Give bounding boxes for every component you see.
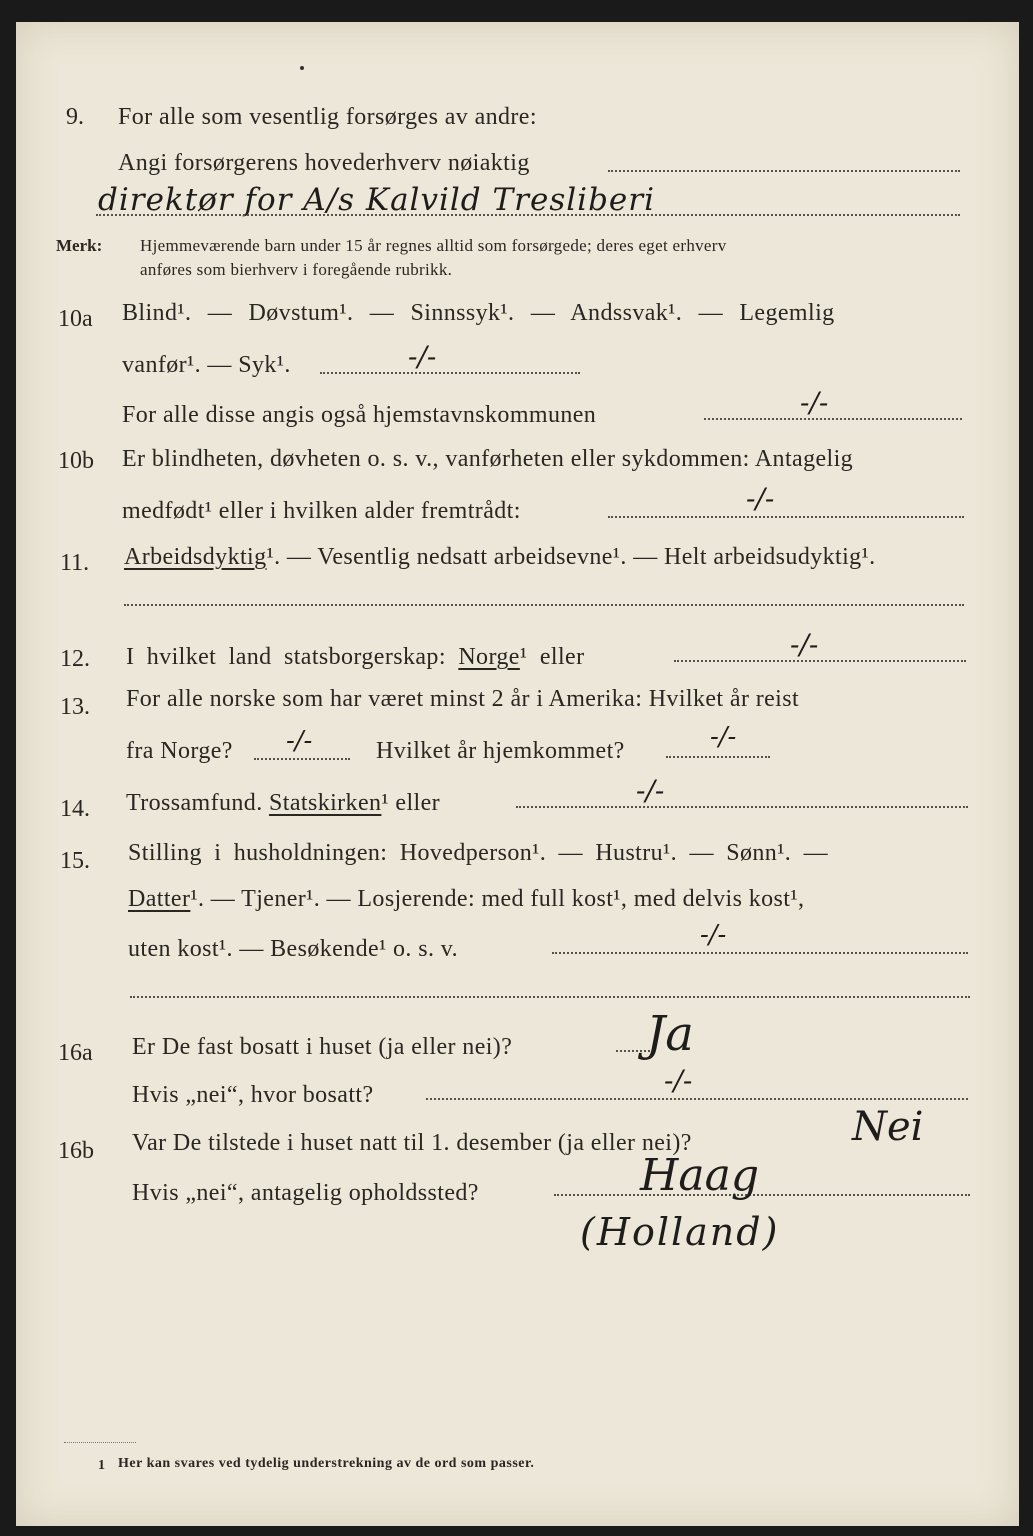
q13-leader2 <box>666 756 770 758</box>
q13-pre: fra Norge? <box>126 738 233 764</box>
q13-answer1[interactable]: -/- <box>286 726 313 756</box>
q15-line3: uten kost¹. — Besøkende¹ o. s. v. <box>128 936 459 962</box>
q16a-number: 16a <box>58 1040 93 1066</box>
q16a-line1: Er De fast bosatt i huset (ja eller nei)? <box>132 1034 513 1060</box>
q10a-line2: vanfør¹. — Syk¹. <box>122 352 291 378</box>
q10a-answer2[interactable]: -/- <box>800 386 829 419</box>
q10a-line2-leader <box>320 372 580 374</box>
q11-number: 11. <box>60 550 90 576</box>
q9-heading: For alle som vesentlig forsørges av andre: <box>118 104 537 130</box>
q16a-line2: Hvis „nei“, hvor bosatt? <box>132 1082 374 1108</box>
footnote-rule <box>64 1442 136 1443</box>
q10b-line1: Er blindheten, døvheten o. s. v., vanførheten eller sykdommen: Antagelig <box>122 446 854 472</box>
q14-option-statskirken[interactable]: Statskirken <box>269 790 382 816</box>
q10a-answer1[interactable]: -/- <box>408 340 437 373</box>
q13-leader1 <box>254 758 350 760</box>
q10a-line1: Blind¹. — Døvstum¹. — Sinnssyk¹. — Andssvak¹. — Legemlig <box>122 300 835 326</box>
q15-number: 15. <box>60 848 90 874</box>
q15-option-datter[interactable]: Datter <box>128 886 191 912</box>
q11-option-arbeidsdyktig[interactable]: Arbeidsdyktig <box>124 544 267 570</box>
q9-prompt-leader <box>608 170 960 172</box>
footnote-mark: 1 <box>98 1458 105 1473</box>
ink-blot <box>300 66 304 70</box>
q15-answer[interactable]: -/- <box>700 920 727 950</box>
q14-answer[interactable]: -/- <box>636 774 665 807</box>
q16b-leader <box>554 1194 970 1196</box>
q13-line1: For alle norske som har været minst 2 år i Amerika: Hvilket år reist <box>126 686 800 712</box>
q10b-number: 10b <box>58 448 94 474</box>
q15-line2 <box>128 886 804 913</box>
merk-label: Merk: <box>56 236 103 255</box>
q11-rest: ¹. — Vesentlig nedsatt arbeidsevne¹. — Helt arbeidsudyktig¹. <box>266 544 876 570</box>
q15-line2-rest: ¹. — Tjener¹. — Losjerende: med full kost¹, med delvis kost¹, <box>190 886 805 912</box>
q16a-answer1[interactable]: Ja <box>646 1006 694 1062</box>
q9-number: 9. <box>66 104 84 130</box>
merk-line2: anføres som bierhverv i foregående rubrikk. <box>140 260 453 279</box>
q10b-leader <box>608 516 964 518</box>
q11-line <box>124 544 876 571</box>
q16b-line1: Var De tilstede i huset natt til 1. desember (ja eller nei)? <box>132 1130 692 1156</box>
q12-line <box>126 644 585 671</box>
q12-post: ¹ eller <box>519 644 585 670</box>
footnote-text: Her kan svares ved tydelig understrekning av de ord som passer. <box>118 1456 535 1471</box>
q16b-answer1[interactable]: Nei <box>852 1104 924 1150</box>
q15-line1: Stilling i husholdningen: Hovedperson¹. — Hustru¹. — Sønn¹. — <box>128 840 828 866</box>
q16b-answer2[interactable]: Haag <box>640 1150 760 1201</box>
q13-mid: Hvilket år hjemkommet? <box>376 738 625 764</box>
q12-option-norge[interactable]: Norge <box>458 644 520 670</box>
q9-answer-handwritten[interactable]: direktør for A/s Kalvild Tresliberi <box>98 182 656 218</box>
q14-pre: Trossamfund. <box>126 790 263 816</box>
q15-leader <box>552 952 968 954</box>
q16a-leader1 <box>616 1050 650 1052</box>
q12-pre: I hvilket land statsborgerskap: <box>126 644 446 670</box>
q10a-line3: For alle disse angis også hjemstavnskommunen <box>122 402 597 428</box>
q16a-leader2 <box>426 1098 968 1100</box>
q13-answer2[interactable]: -/- <box>710 722 737 752</box>
q14-line <box>126 790 440 817</box>
q10b-line2: medfødt¹ eller i hvilken alder fremtrådt: <box>122 498 521 524</box>
q15-answer-line <box>130 996 970 998</box>
q13-number: 13. <box>60 694 90 720</box>
q12-answer[interactable]: -/- <box>790 628 819 661</box>
q16b-number: 16b <box>58 1138 94 1164</box>
q9-prompt: Angi forsørgerens hovederhverv nøiaktig <box>118 150 530 176</box>
q16b-answer3[interactable]: (Holland) <box>580 1210 780 1254</box>
q11-answer-line <box>124 604 964 606</box>
q10b-answer[interactable]: -/- <box>746 482 775 515</box>
q12-number: 12. <box>60 646 90 672</box>
q16a-answer2[interactable]: -/- <box>664 1064 693 1097</box>
q14-number: 14. <box>60 796 90 822</box>
q14-post: ¹ eller <box>381 790 441 816</box>
q14-leader <box>516 806 968 808</box>
q16b-line2: Hvis „nei“, antagelig opholdssted? <box>132 1180 479 1206</box>
q9-answer-line <box>96 214 960 216</box>
merk-line1: Hjemmeværende barn under 15 år regnes alltid som forsørgede; deres eget erhverv <box>140 236 727 255</box>
q10a-number: 10a <box>58 306 93 332</box>
q10a-line3-leader <box>704 418 962 420</box>
q12-leader <box>674 660 966 662</box>
